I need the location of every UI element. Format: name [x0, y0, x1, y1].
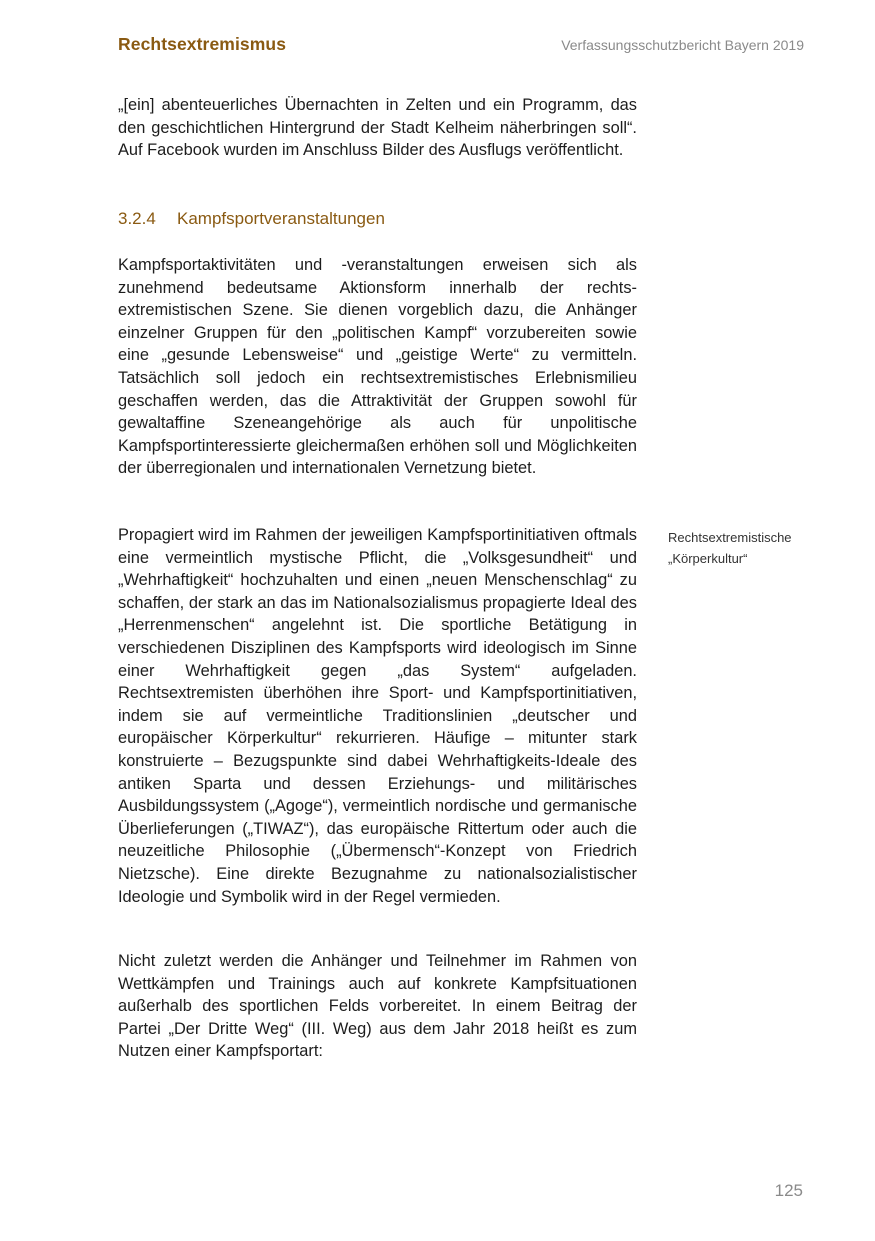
section-title: Kampfsportveranstaltungen — [177, 209, 385, 228]
section-heading — [118, 209, 385, 229]
paragraph-koerperkultur: Propagiert wird im Rahmen der jeweiligen Kampfsportinitiativen oftmals eine vermeintlich mystische Pflicht, die „Volksgesundheit“ und „Wehrhaftigkeit“ hochzuhalten und einen „neuen Menschenschlag“ zu schaffen, der stark an das im Nationalsozialismus propagierte Ideal des „Herrenmenschen“ angelehnt ist. Die sportliche Betätigung in verschiedenen Disziplinen des Kampfsports wird ideologisch im Sinne einer Wehrhaftigkeit gegen „das System“ aufgeladen. Rechtsextremisten überhöhen ihre Sport- und Kampfsportinitiativen, indem sie auf vermeintliche Traditionslinien „deutscher und europäischer Körperkultur“ rekurrieren. Häufige – mitunter stark konstruierte – Bezugspunkte sind dabei Wehrhaftigkeits-Ideale des antiken Sparta und dessen Erziehungs- und militärisches Ausbildungssystem („Agoge“), vermeintlich nordische und germanische Überlieferungen („TIWAZ“), das europäische Rittertum oder auch die neuzeitliche Philosophie („Übermensch“-Konzept von Friedrich Nietzsche). Eine direkte Bezugnahme zu nationalsozialistischer Ideologie und Symbolik wird in der Regel vermieden. — [118, 526, 637, 906]
paragraph-kampfsituationen: Nicht zuletzt werden die Anhänger und Teilnehmer im Rahmen von Wettkämpfen und Trainings auch auf konkrete Kampfsituationen außerhalb des sportlichen Felds vorbereitet. In einem Beitrag der Partei „Der Dritte Weg“ (III. Weg) aus dem Jahr 2018 heißt es zum Nutzen einer Kampfsportart: — [118, 952, 637, 1061]
paragraph-kampfsport-overview: Kampfsportaktivitäten und -veranstaltungen erweisen sich als zunehmend bedeutsame Aktionsform innerhalb der rechtsextremistischen Szene. Sie dienen vorgeblich dazu, die Anhänger einzelner Gruppen für den „politischen Kampf“ vorzubereiten sowie eine „gesunde Lebensweise“ und „geistige Werte“ zu vermitteln. Tatsächlich soll jedoch ein rechtsextremistisches Erlebnismilieu geschaffen werden, das die Attraktivität der Gruppen sowohl für gewaltaffine Szeneangehörige als auch für unpolitische Kampfsportinteressierte gleichermaßen erhöhen soll und Möglichkeiten der überregionalen und internationalen Vernetzung bietet. — [118, 256, 637, 478]
section-number: 3.2.4 — [118, 209, 156, 228]
margin-note-line-2: „Körperkultur“ — [668, 551, 748, 566]
page-number: 125 — [774, 1181, 803, 1200]
margin-note-line-1: Rechtsextremistische — [668, 530, 792, 545]
running-header-chapter: Rechtsextremismus — [118, 34, 287, 54]
running-header-report-title: Verfassungsschutzbericht Bayern 2019 — [561, 37, 804, 53]
paragraph-intro-quote: „[ein] abenteuerliches Übernachten in Zelten und ein Programm, das den geschichtlichen Hintergrund der Stadt Kelheim näherbringen soll“. Auf Facebook wurden im Anschluss Bilder des Ausflugs veröffentlicht. — [118, 96, 637, 160]
margin-note — [668, 527, 792, 569]
